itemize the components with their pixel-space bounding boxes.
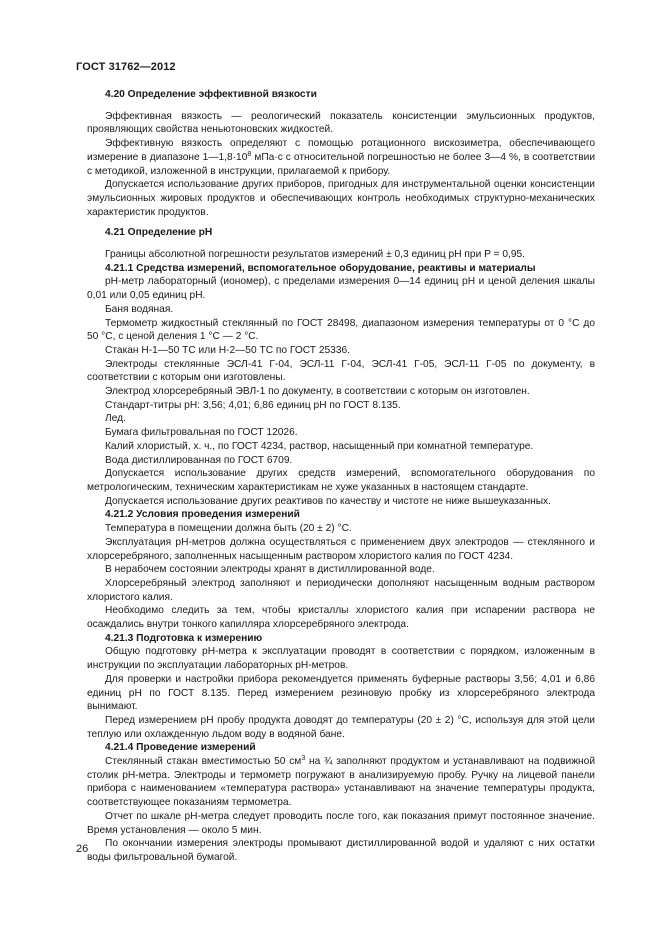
paragraph <box>87 137 595 178</box>
section-4-20-heading: 4.20 Определение эффективной вязкости <box>105 89 317 100</box>
list-item: Термометр жидкостный стеклянный по ГОСТ 28498, диапазоном измерения температуры от 0 °C до 50 °C, с ценой деления 1 °C — 2 °C. <box>87 317 595 343</box>
section-4-21-4-heading: 4.21.4 Проведение измерений <box>105 742 256 754</box>
list-item: Лед. <box>105 413 126 425</box>
section-4-21-1-heading: 4.21.1 Средства измерений, вспомогательное оборудование, реактивы и материалы <box>105 262 536 274</box>
paragraph: Границы абсолютной погрешности результатов измерений ± 0,3 единиц pH при P = 0,95. <box>105 249 525 261</box>
paragraph: Отчет по шкале pH-метра следует проводить после того, как показания примут постоянное значение. Время установления — около 5 мин. <box>87 810 595 836</box>
list-item: Стакан Н-1—50 ТС или Н-2—50 ТС по ГОСТ 25336. <box>105 344 350 356</box>
list-item: Электрод хлорсеребряный ЭВЛ-1 по документу, в соответствии с которым он изготовлен. <box>105 386 530 398</box>
list-item: Баня водяная. <box>105 303 174 315</box>
list-item: Электроды стеклянные ЭСЛ-41 Г-04, ЭСЛ-11 Г-04, ЭСЛ-41 Г-05, ЭСЛ-11 Г-05 по документу, в соответствии с которым они изготовлены. <box>87 358 595 384</box>
list-item: Бумага фильтровальная по ГОСТ 12026. <box>105 427 298 439</box>
list-item: Вода дистиллированная по ГОСТ 6709. <box>105 454 293 466</box>
superscript: 8 <box>247 150 252 158</box>
page-number: 26 <box>76 843 89 855</box>
list-item: Температура в помещении должна быть (20 ± 2) °C. <box>105 523 352 535</box>
paragraph: Эффективная вязкость — реологический показатель консистенции эмульсионных продуктов, проявляющих свойства неньютоновских жидкостей. <box>87 110 595 136</box>
page-content <box>87 86 595 865</box>
superscript: 3 <box>301 755 306 763</box>
list-item: Перед измерением pH пробу продукта доводят до температуры (20 ± 2) °C, используя для этой цели теплую или охлажденную льдом воду в водяной бане. <box>87 714 595 740</box>
text-run: Эффективную вязкость определяют с помощью ротационного вискозиметра, обеспечивающего измерение в диапазоне 1—1,8·10 <box>87 138 595 163</box>
paragraph: Допускается использование других приборов, пригодных для инструментальной оценки консистенции эмульсионных жировых продуктов и обеспечивающих контроль необходимых структурно-механических характеристик продуктов. <box>87 179 595 218</box>
text-run: мПа·с с относительной погрешностью не более 3—4 %, в соответствии с методикой, изложенной в инструкции, прилагаемой к прибору. <box>87 151 596 177</box>
list-item: Необходимо следить за тем, чтобы кристаллы хлористого калия при испарении раствора не осаждались внутри тонкого капилляра хлорсеребряного электрода. <box>87 605 595 631</box>
section-4-21-3-heading: 4.21.3 Подготовка к измерению <box>105 632 263 644</box>
list-item: Для проверки и настройки прибора рекомендуется применять буферные растворы 3,56; 4,01 и 6,86 единиц pH по ГОСТ 8.135. Перед измерением резиновую пробку из хлорсеребряного электрода вынимают. <box>87 673 595 713</box>
list-item: В нерабочем состоянии электроды хранят в дистиллированной воде. <box>105 564 435 576</box>
list-item: Эксплуатация pH-метров должна осуществляться с применением двух электродов — стеклянного и хлорсеребряного, заполненных насыщенным раствором хлористого калия по ГОСТ 4234. <box>87 536 595 562</box>
paragraph <box>87 755 595 810</box>
list-item: Допускается использование других реактивов по качеству и чистоте не ниже вышеуказанных. <box>105 495 551 507</box>
text-run: на ¾ заполняют продуктом и устанавливают на подвижной столик pH-метра. Электроды и термометр погружают в анализируемую пробу. Ручку на лицевой панели прибора с наименованием «температура раствора» устанавливают на значение температуры продукта, соответствующее показаниям термометра. <box>87 756 596 809</box>
list-item: pH-метр лабораторный (иономер), с пределами измерения 0—14 единиц pH и ценой деления шкалы 0,01 или 0,05 единиц pH. <box>87 276 595 302</box>
list-item: Допускается использование других средств измерений, вспомогательного оборудования по метрологическим, техническим характеристикам не хуже указанных в настоящем стандарте. <box>87 468 595 493</box>
list-item: Стандарт-титры pH: 3,56; 4,01; 6,86 единиц pH по ГОСТ 8.135. <box>105 399 401 411</box>
paragraph: По окончании измерения электроды промывают дистиллированной водой и удаляют с них остатки воды фильтровальной бумагой. <box>87 838 595 863</box>
section-4-21-heading: 4.21 Определение pH <box>105 227 213 239</box>
list-item: Калий хлористый, х. ч., по ГОСТ 4234, раствор, насыщенный при комнатной температуре. <box>105 440 534 452</box>
list-item: Хлорсеребряный электрод заполняют и периодически дополняют насыщенным водным раствором хлористого калия. <box>87 577 595 603</box>
list-item: Общую подготовку pH-метра к эксплуатации проводят в соответствии с порядком, изложенным в инструкции по эксплуатации лабораторных pH-метров. <box>87 646 595 672</box>
standard-header: ГОСТ 31762—2012 <box>76 61 176 73</box>
section-4-21-2-heading: 4.21.2 Условия проведения измерений <box>105 509 300 521</box>
text-run: Стеклянный стакан вместимостью 50 см <box>105 756 302 768</box>
